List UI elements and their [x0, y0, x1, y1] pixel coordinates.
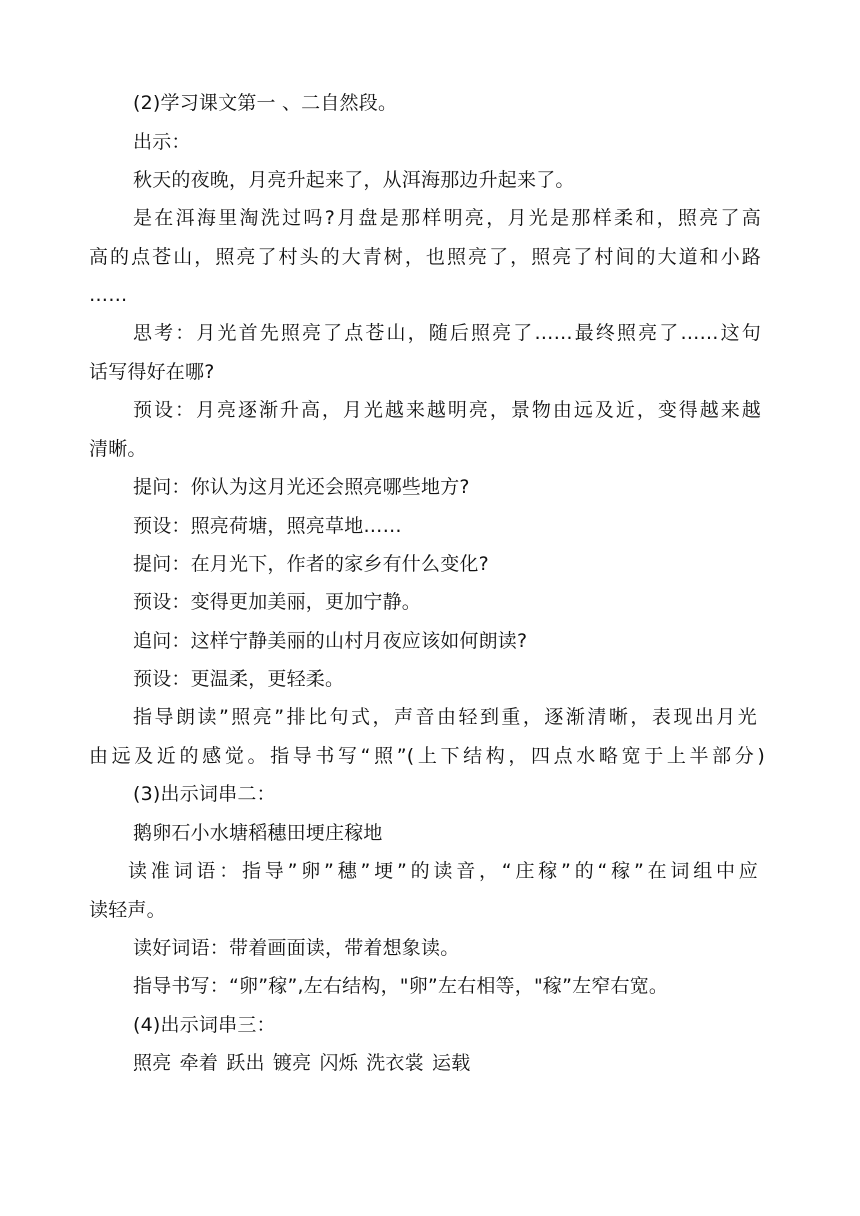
paragraph-line: 读轻声。: [89, 899, 166, 921]
paragraph-line: 清晰。: [89, 438, 147, 460]
section-heading-4: (4)出示词串三：: [133, 1014, 276, 1036]
word-list-2: 鹅卵石小水塘稻穗田埂庄稼地: [133, 822, 383, 844]
paragraph-line: 指导书写：“卵”稼”,左右结构，"卵”左右相等，"稼”左窄右宽。: [133, 975, 669, 997]
paragraph-line: 出示：: [133, 131, 191, 153]
paragraph-line: 读好词语：带着画面读，带着想象读。: [133, 937, 460, 959]
paragraph-line: 预设：变得更加美丽，更加宁静。: [133, 591, 422, 613]
paragraph-line: 思考：月光首先照亮了点苍山，随后照亮了……最终照亮了……这句: [133, 322, 761, 344]
section-heading-3: (3)出示词串二：: [133, 783, 276, 805]
paragraph-line: 预设：月亮逐渐升高，月光越来越明亮，景物由远及近，变得越来越: [133, 399, 761, 421]
paragraph-line: 提问：你认为这月光还会照亮哪些地方?: [133, 476, 470, 498]
paragraph-line: ……: [89, 284, 128, 306]
paragraph-line: 秋天的夜晚，月亮升起来了，从洱海那边升起来了。: [133, 169, 575, 191]
paragraph-line: 追问：这样宁静美丽的山村月夜应该如何朗读?: [133, 630, 528, 652]
paragraph-line: 指导朗读”照亮”排比句式，声音由轻到重，逐渐清晰，表现出月光: [133, 706, 757, 728]
paragraph-line: 话写得好在哪?: [89, 361, 215, 383]
paragraph-line: 读准词语：指导”卵”穗”埂”的读音，“庄稼”的“稼”在词组中应: [128, 860, 758, 882]
section-heading-2: (2)学习课文第一 、二自然段。: [133, 92, 398, 114]
paragraph-line: 预设：更温柔，更轻柔。: [133, 668, 345, 690]
paragraph-line: 由远及近的感觉。指导书写“照”(上下结构，四点水略宽于上半部分): [89, 745, 765, 767]
paragraph-line: 是在洱海里淘洗过吗?月盘是那样明亮，月光是那样柔和，照亮了高: [133, 207, 761, 229]
word-list-3: 照亮 牵着 跃出 镀亮 闪烁 洗衣裳 运载: [133, 1052, 471, 1074]
paragraph-line: 高的点苍山，照亮了村头的大青树，也照亮了，照亮了村间的大道和小路: [89, 246, 761, 268]
paragraph-line: 提问：在月光下，作者的家乡有什么变化?: [133, 553, 489, 575]
paragraph-line: 预设：照亮荷塘，照亮草地……: [133, 515, 402, 537]
